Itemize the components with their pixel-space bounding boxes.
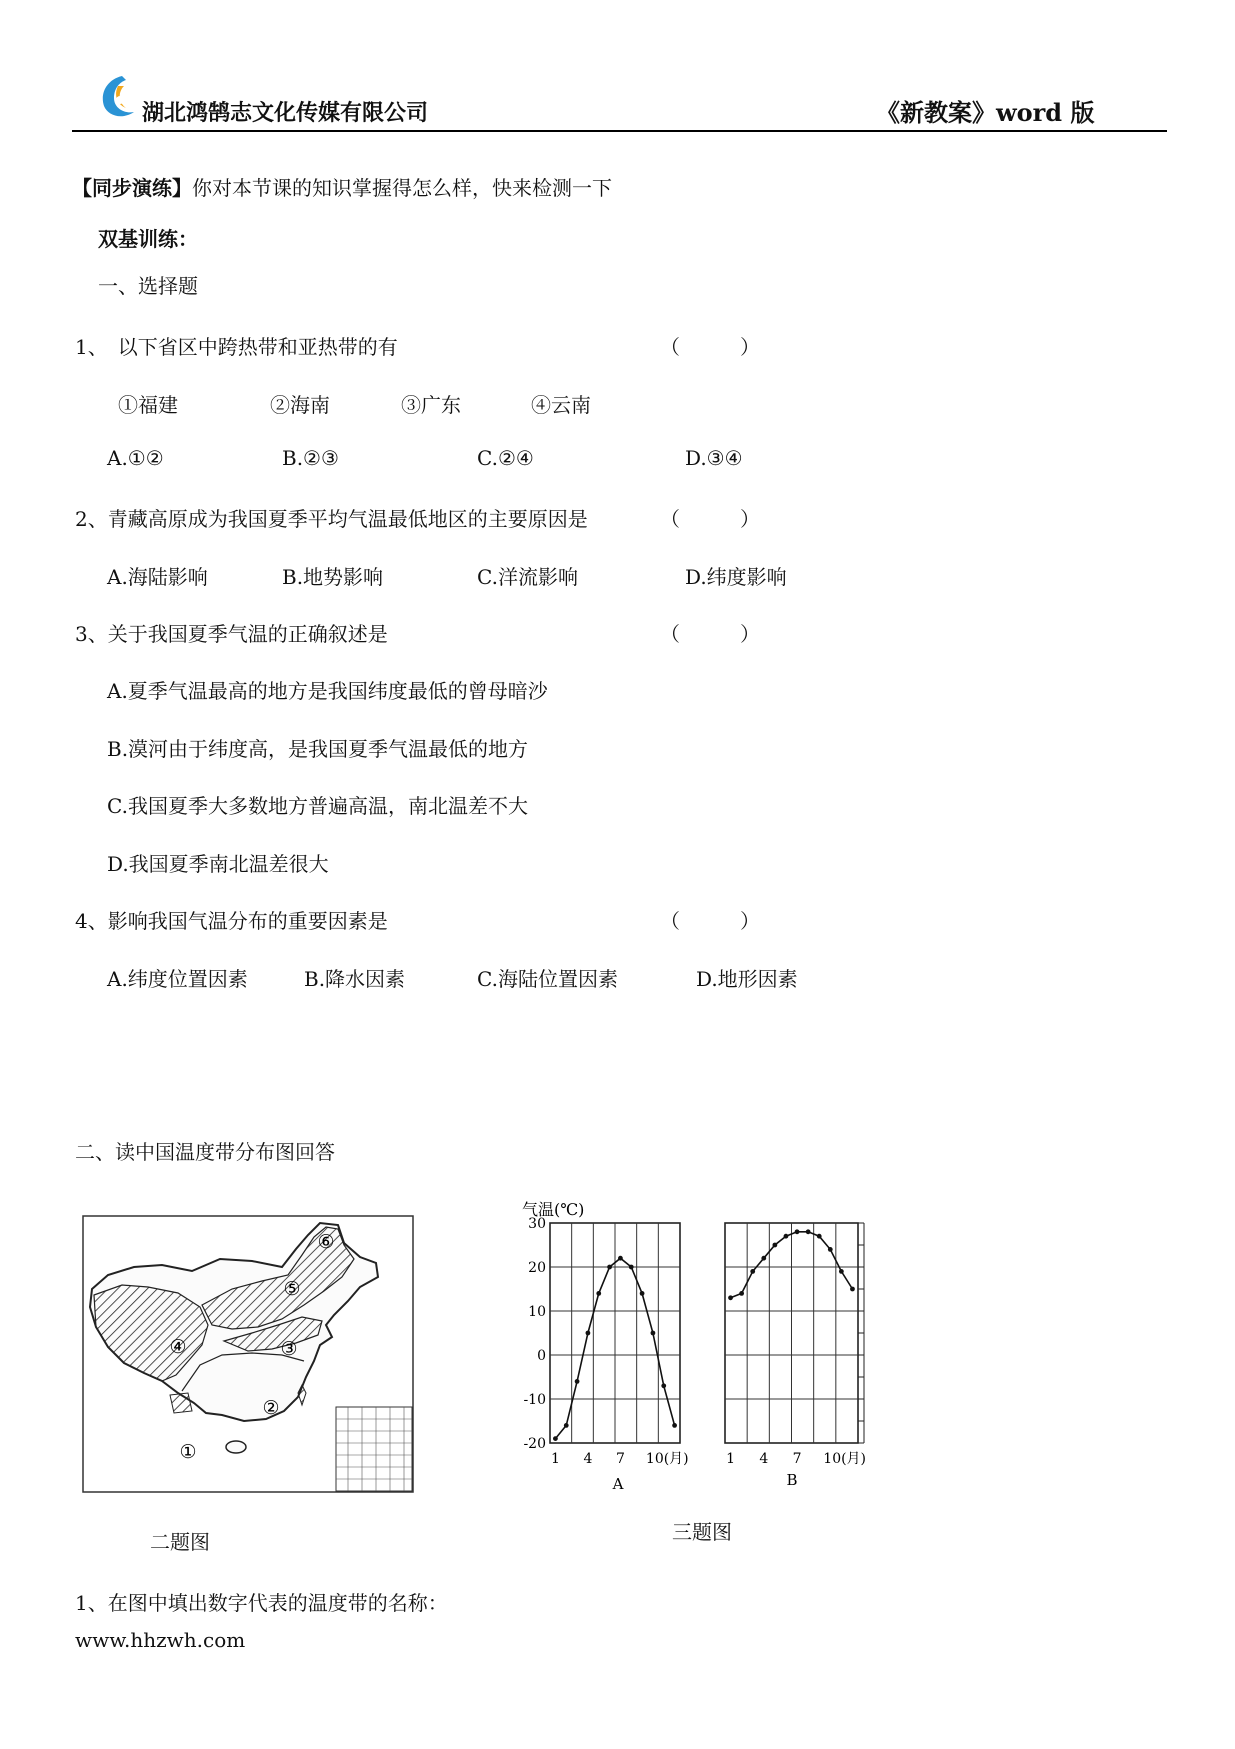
question-1-option-b: B.②③: [282, 446, 339, 470]
chart-a-point: [651, 1331, 656, 1336]
chart-a-point: [564, 1423, 569, 1428]
chart-a-ylabel: 气温(℃): [522, 1200, 585, 1219]
chart-a-point: [596, 1291, 601, 1296]
chart-a-point: [618, 1256, 623, 1261]
chart-b-point: [761, 1256, 766, 1261]
chart-b-xtick: 1: [726, 1451, 736, 1467]
question-1-item-2: ②海南: [270, 393, 330, 417]
chart-caption: 三题图: [672, 1520, 732, 1544]
chart-a-ytick: 10: [528, 1304, 546, 1320]
section-two-heading: 二、读中国温度带分布图回答: [75, 1140, 335, 1164]
chart-a-point: [575, 1379, 580, 1384]
chart-a-label: A: [612, 1475, 624, 1493]
footer-url: www.hhzwh.com: [75, 1628, 246, 1652]
header-rule: [72, 130, 1167, 132]
intro-line: [72, 172, 612, 201]
chart-a-xtick: 4: [583, 1451, 593, 1467]
section-basic-heading: 双基训练：: [98, 227, 198, 251]
map-label-6: ⑥: [317, 1231, 335, 1253]
chart-b-point: [795, 1229, 800, 1234]
chart-a-point: [586, 1331, 591, 1336]
question-3-option-d: D.我国夏季南北温差很大: [107, 852, 329, 876]
climate-charts: [500, 1195, 880, 1495]
question-1-option-c: C.②④: [477, 446, 534, 470]
chart-b-point: [784, 1234, 789, 1239]
chart-a-ytick: 0: [537, 1348, 546, 1364]
chart-b: [725, 1223, 866, 1467]
chart-a-point: [607, 1265, 612, 1270]
chart-a-ytick: -10: [523, 1392, 546, 1408]
question-4-option-b: B.降水因素: [304, 967, 406, 991]
question-2-option-c: C.洋流影响: [477, 565, 578, 589]
question-1-option-a: A.①②: [107, 446, 164, 470]
map-label-3: ③: [280, 1338, 298, 1360]
question-1-item-4: ④云南: [531, 393, 591, 417]
question-1-item-3: ③广东: [401, 393, 461, 417]
question-4-answer-blank: （ ）: [660, 909, 760, 933]
company-logo: [96, 72, 146, 120]
logo-icon: [96, 72, 146, 120]
question-2-stem: 2、青藏高原成为我国夏季平均气温最低地区的主要原因是: [75, 507, 588, 531]
chart-a-ytick: 20: [528, 1260, 546, 1276]
question-1-item-1: ①福建: [118, 393, 178, 417]
question-4-option-a: A.纬度位置因素: [107, 967, 248, 991]
chart-a-point: [553, 1436, 558, 1441]
chart-b-point: [739, 1291, 744, 1296]
chart-a-point: [672, 1423, 677, 1428]
section-one-heading: 一、选择题: [98, 274, 198, 298]
map-label-4: ④: [169, 1336, 187, 1358]
map-caption: 二题图: [150, 1530, 210, 1554]
chart-a-point: [640, 1291, 645, 1296]
chart-a-xtick: 7: [615, 1451, 625, 1467]
question-2-option-b: B.地势影响: [282, 565, 384, 589]
question-2-option-a: A.海陆影响: [107, 565, 208, 589]
question-3-stem: 3、关于我国夏季气温的正确叙述是: [75, 622, 388, 646]
intro-bracket: 【同步演练】: [72, 176, 192, 200]
sub-question-1: 1、在图中填出数字代表的温度带的名称：: [75, 1591, 448, 1615]
question-1-answer-blank: （ ）: [660, 335, 760, 359]
chart-a-xtick: 1: [550, 1451, 560, 1467]
chart-a-xtick: 10(月): [645, 1451, 689, 1467]
chart-b-point: [839, 1269, 844, 1274]
question-1-stem: 1、 以下省区中跨热带和亚热带的有: [75, 335, 398, 359]
chart-a-ytick: -20: [523, 1436, 546, 1452]
map-label-2: ②: [262, 1397, 280, 1419]
company-name: 湖北鸿鹄志文化传媒有限公司: [142, 101, 429, 126]
question-3-option-a: A.夏季气温最高的地方是我国纬度最低的曾母暗沙: [107, 679, 548, 703]
map-label-1: ①: [179, 1441, 197, 1463]
chart-b-point: [772, 1243, 777, 1248]
map-label-5: ⑤: [283, 1278, 301, 1300]
chart-a-ytick: 30: [528, 1216, 546, 1232]
question-4-option-c: C.海陆位置因素: [477, 967, 618, 991]
question-2-option-d: D.纬度影响: [685, 565, 787, 589]
question-3-option-b: B.漠河由于纬度高，是我国夏季气温最低的地方: [107, 737, 529, 761]
chart-b-label: B: [786, 1471, 798, 1489]
chart-b-xtick: 4: [759, 1451, 769, 1467]
chart-b-point: [850, 1287, 855, 1292]
chart-a-point: [661, 1383, 666, 1388]
question-3-answer-blank: （ ）: [660, 622, 760, 646]
intro-text: 你对本节课的知识掌握得怎么样，快来检测一下: [192, 176, 612, 200]
question-1-option-d: D.③④: [685, 446, 743, 470]
chart-b-xtick: 7: [792, 1451, 802, 1467]
question-4-option-d: D.地形因素: [696, 967, 798, 991]
chart-b-xtick: 10(月): [823, 1451, 867, 1467]
chart-b-point: [828, 1247, 833, 1252]
chart-b-point: [817, 1234, 822, 1239]
chart-b-point: [806, 1229, 811, 1234]
chart-b-point: [750, 1269, 755, 1274]
question-2-answer-blank: （ ）: [660, 507, 760, 531]
document-edition: 《新教案》word 版: [876, 98, 1095, 127]
question-4-stem: 4、影响我国气温分布的重要因素是: [75, 909, 388, 933]
temperature-zone-map: [82, 1215, 414, 1493]
chart-a-point: [629, 1265, 634, 1270]
chart-b-point: [728, 1295, 733, 1300]
question-3-option-c: C.我国夏季大多数地方普遍高温，南北温差不大: [107, 794, 528, 818]
chart-a: [523, 1216, 688, 1467]
